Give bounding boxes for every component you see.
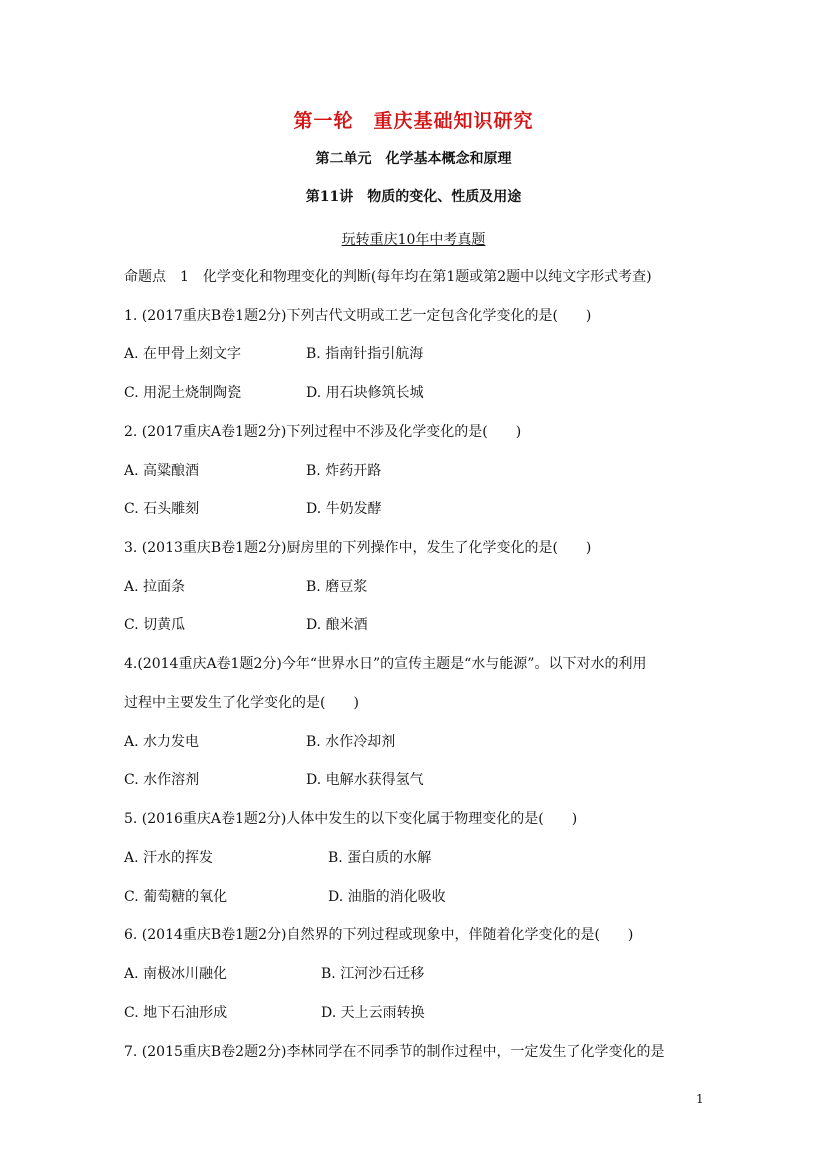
option-d: D. 酿米酒 xyxy=(306,617,368,633)
option-c: C. 水作溶剂 xyxy=(124,772,200,788)
lecture-title: 第11讲 物质的变化、性质及用途 xyxy=(305,189,522,205)
option-c: C. 用泥土烧制陶瓷 xyxy=(124,385,242,401)
question-stem: 2. (2017重庆A卷1题2分)下列过程中不涉及化学变化的是( ) xyxy=(124,424,522,440)
section-title: 玩转重庆10年中考真题 xyxy=(341,232,486,248)
option-d: D. 油脂的消化吸收 xyxy=(328,889,446,905)
option-d: D. 牛奶发酵 xyxy=(306,501,382,517)
option-b: B. 水作冷却剂 xyxy=(306,734,396,750)
option-b: B. 江河沙石迁移 xyxy=(321,966,425,982)
question-stem: 1. (2017重庆B卷1题2分)下列古代文明或工艺一定包含化学变化的是( ) xyxy=(124,308,592,324)
option-a: A. 汗水的挥发 xyxy=(124,850,214,866)
question-stem-continued: 过程中主要发生了化学变化的是( ) xyxy=(124,695,359,711)
option-b: B. 蛋白质的水解 xyxy=(328,850,432,866)
unit-title: 第二单元 化学基本概念和原理 xyxy=(315,151,512,167)
topic-heading: 命题点 1 化学变化和物理变化的判断(每年均在第1题或第2题中以纯文字形式考查) xyxy=(124,269,652,285)
question-stem: 3. (2013重庆B卷1题2分)厨房里的下列操作中，发生了化学变化的是( ) xyxy=(124,540,592,556)
page-number: 1 xyxy=(696,1092,704,1106)
option-a: A. 高粱酿酒 xyxy=(124,463,200,479)
option-d: D. 用石块修筑长城 xyxy=(306,385,424,401)
option-a: A. 南极冰川融化 xyxy=(124,966,228,982)
question-stem: 4.(2014重庆A卷1题2分)今年“世界水日”的宣传主题是“水与能源”。以下对水的利用 xyxy=(124,656,647,672)
option-d: D. 电解水获得氢气 xyxy=(306,772,424,788)
option-b: B. 炸药开路 xyxy=(306,463,382,479)
question-stem: 5. (2016重庆A卷1题2分)人体中发生的以下变化属于物理变化的是( ) xyxy=(124,811,578,827)
option-c: C. 石头雕刻 xyxy=(124,501,200,517)
option-c: C. 地下石油形成 xyxy=(124,1005,228,1021)
option-b: B. 指南针指引航海 xyxy=(306,346,424,362)
option-a: A. 水力发电 xyxy=(124,734,200,750)
question-stem: 6. (2014重庆B卷1题2分)自然界的下列过程或现象中，伴随着化学变化的是( ) xyxy=(124,927,634,943)
option-c: C. 葡萄糖的氧化 xyxy=(124,889,228,905)
option-a: A. 在甲骨上刻文字 xyxy=(124,346,242,362)
option-d: D. 天上云雨转换 xyxy=(321,1005,425,1021)
main-title: 第一轮 重庆基础知识研究 xyxy=(293,110,534,132)
question-stem: 7. (2015重庆B卷2题2分)李林同学在不同季节的制作过程中，一定发生了化学变化的是 xyxy=(124,1044,665,1060)
option-b: B. 磨豆浆 xyxy=(306,579,368,595)
option-c: C. 切黄瓜 xyxy=(124,617,186,633)
option-a: A. 拉面条 xyxy=(124,579,186,595)
